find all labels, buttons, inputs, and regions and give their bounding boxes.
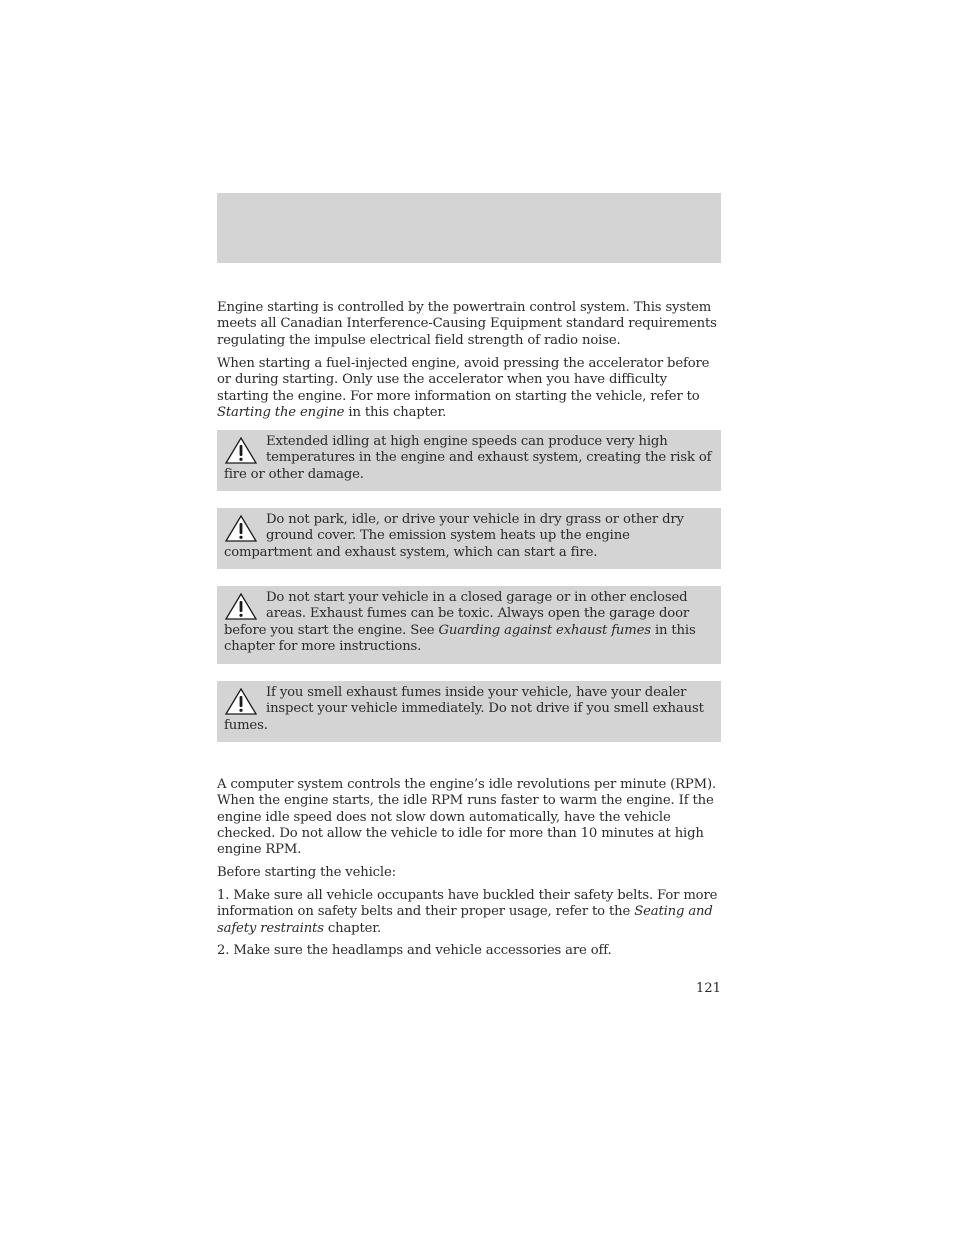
warning-triangle-icon — [224, 514, 258, 544]
paragraph-text: 1. Make sure all vehicle occupants have buckled their safety belts. For more information on safety belts and their proper usage, refer to the — [217, 888, 718, 920]
paragraph-text: in this chapter. — [344, 404, 447, 420]
cross-reference-link: Starting the engine — [217, 404, 345, 420]
cross-reference-link: Guarding against exhaust fumes — [438, 622, 651, 638]
step-2-paragraph: 2. Make sure the headlamps and vehicle accessories are off. — [217, 943, 612, 958]
step-1-paragraph — [217, 888, 721, 937]
fuel-injected-paragraph — [217, 356, 721, 421]
warning-box-closed-garage — [217, 586, 721, 664]
paragraph-text: When starting a fuel-injected engine, avoid pressing the accelerator before or during starting. Only use the accelerator when you have difficulty starting the engine. For more information on starting the vehicle, refer to — [217, 356, 710, 404]
warning-text: Do not park, idle, or drive your vehicle in dry grass or other dry ground cover. The emission system heats up the engine compartment and exhaust system, which can start a fire. — [224, 512, 684, 560]
warning-text: in this chapter for more instructions. — [224, 622, 696, 654]
before-starting-paragraph: Before starting the vehicle: — [217, 865, 396, 880]
warning-box-idling — [217, 430, 721, 491]
warning-text: If you smell exhaust fumes inside your vehicle, have your dealer inspect your vehicle immediately. Do not drive if you smell exhaust fumes. — [224, 685, 704, 733]
paragraph-text: chapter. — [323, 920, 382, 936]
idle-speed-paragraph: A computer system controls the engine’s idle revolutions per minute (RPM). When the engine starts, the idle RPM runs faster to warm the engine. If the engine idle speed does not slow down automatically, have the vehicle checked. Do not allow the vehicle to idle for more than 10 minutes at high engine RPM. — [217, 777, 717, 858]
section-header-band — [217, 193, 721, 263]
page-number: 121 — [695, 981, 721, 996]
warning-box-exhaust-smell — [217, 681, 721, 742]
warning-triangle-icon — [224, 592, 258, 622]
warning-text: Do not start your vehicle in a closed garage or in other enclosed areas. Exhaust fumes can be toxic. Always open the garage door before you start the engine. See — [224, 590, 690, 638]
warning-box-dry-grass — [217, 508, 721, 569]
cross-reference-link: Seating and safety restraints — [217, 904, 713, 936]
warning-triangle-icon — [224, 436, 258, 466]
warning-text: Extended idling at high engine speeds can produce very high temperatures in the engine and exhaust system, creating the risk of fire or other damage. — [224, 434, 712, 482]
intro-paragraph: Engine starting is controlled by the powertrain control system. This system meets all Canadian Interference-Causing Equipment standard requirements regulating the impulse electrical field strength of radio noise. — [217, 300, 717, 348]
warning-triangle-icon — [224, 687, 258, 717]
